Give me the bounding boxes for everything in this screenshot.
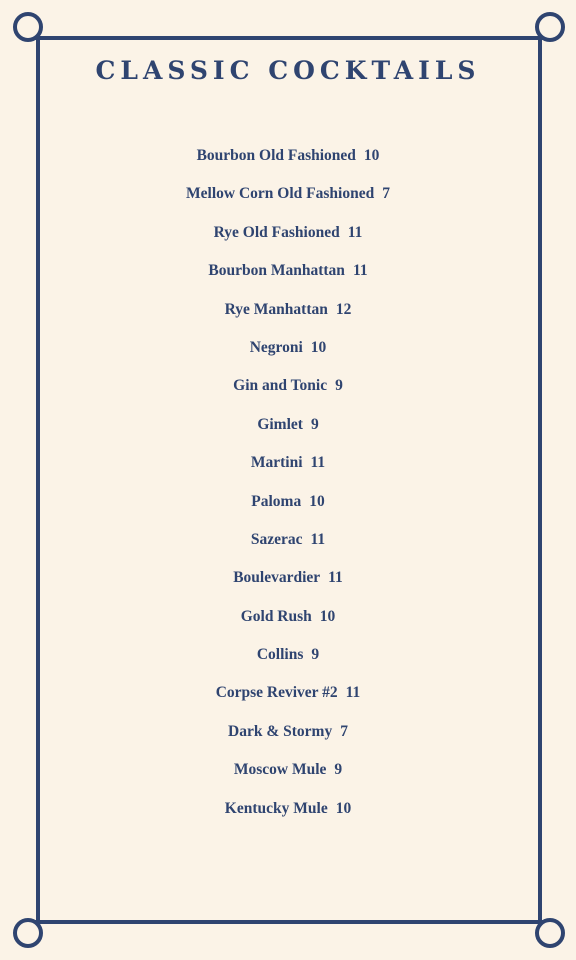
menu-item [0, 411, 576, 449]
item-name: Corpse Reviver #2 [215, 684, 338, 702]
item-price: 11 [345, 684, 361, 702]
menu-item [0, 142, 576, 180]
item-price: 12 [335, 300, 352, 318]
item-price: 11 [310, 454, 326, 472]
item-name: Gin and Tonic [233, 377, 328, 395]
item-name: Rye Manhattan [224, 300, 328, 318]
corner-ring-top-right [535, 12, 565, 42]
item-name: Bourbon Manhattan [208, 262, 345, 280]
menu-item [0, 488, 576, 526]
item-price: 10 [319, 607, 336, 625]
menu-item [0, 564, 576, 602]
cocktail-list [0, 142, 576, 833]
menu-item [0, 526, 576, 564]
menu-item [0, 257, 576, 295]
item-name: Negroni [249, 338, 303, 356]
item-name: Kentucky Mule [224, 799, 328, 817]
item-price: 9 [310, 415, 319, 433]
menu-item [0, 219, 576, 257]
item-price: 9 [311, 646, 320, 664]
menu-item [0, 679, 576, 717]
menu-item [0, 795, 576, 833]
item-name: Martini [250, 454, 303, 472]
item-name: Bourbon Old Fashioned [196, 147, 356, 164]
item-name: Sazerac [250, 530, 303, 548]
menu-title: CLASSIC COCKTAILS [95, 56, 481, 85]
item-name: Gimlet [257, 415, 303, 433]
menu-item [0, 334, 576, 372]
item-name: Rye Old Fashioned [213, 223, 340, 241]
corner-ring-bottom-right [535, 918, 565, 948]
menu-item [0, 296, 576, 334]
item-price: 11 [328, 569, 343, 587]
item-price: 11 [310, 530, 326, 548]
corner-ring-top-left [13, 12, 43, 42]
item-name: Dark & Stormy [228, 722, 333, 740]
menu-item [0, 756, 576, 794]
item-name: Mellow Corn Old Fashioned [186, 185, 375, 203]
item-price: 9 [335, 377, 343, 395]
menu-item [0, 718, 576, 756]
item-name: Boulevardier [233, 569, 321, 587]
item-price: 10 [309, 492, 325, 510]
item-price: 10 [363, 147, 380, 164]
item-price: 9 [334, 761, 343, 779]
menu-item [0, 449, 576, 487]
item-price: 10 [335, 799, 352, 817]
item-name: Collins [256, 646, 304, 664]
item-price: 10 [310, 338, 327, 356]
menu-item [0, 641, 576, 679]
frame-bottom-border [28, 920, 548, 924]
menu-item [0, 603, 576, 641]
menu-item [0, 372, 576, 410]
item-price: 7 [382, 185, 390, 203]
item-price: 11 [347, 223, 363, 241]
item-price: 11 [352, 262, 368, 280]
item-name: Moscow Mule [233, 761, 327, 779]
item-name: Gold Rush [240, 607, 312, 625]
item-price: 7 [340, 722, 348, 740]
item-name: Paloma [251, 492, 302, 510]
corner-ring-bottom-left [13, 918, 43, 948]
frame-top-border [28, 36, 548, 40]
menu-item [0, 180, 576, 218]
